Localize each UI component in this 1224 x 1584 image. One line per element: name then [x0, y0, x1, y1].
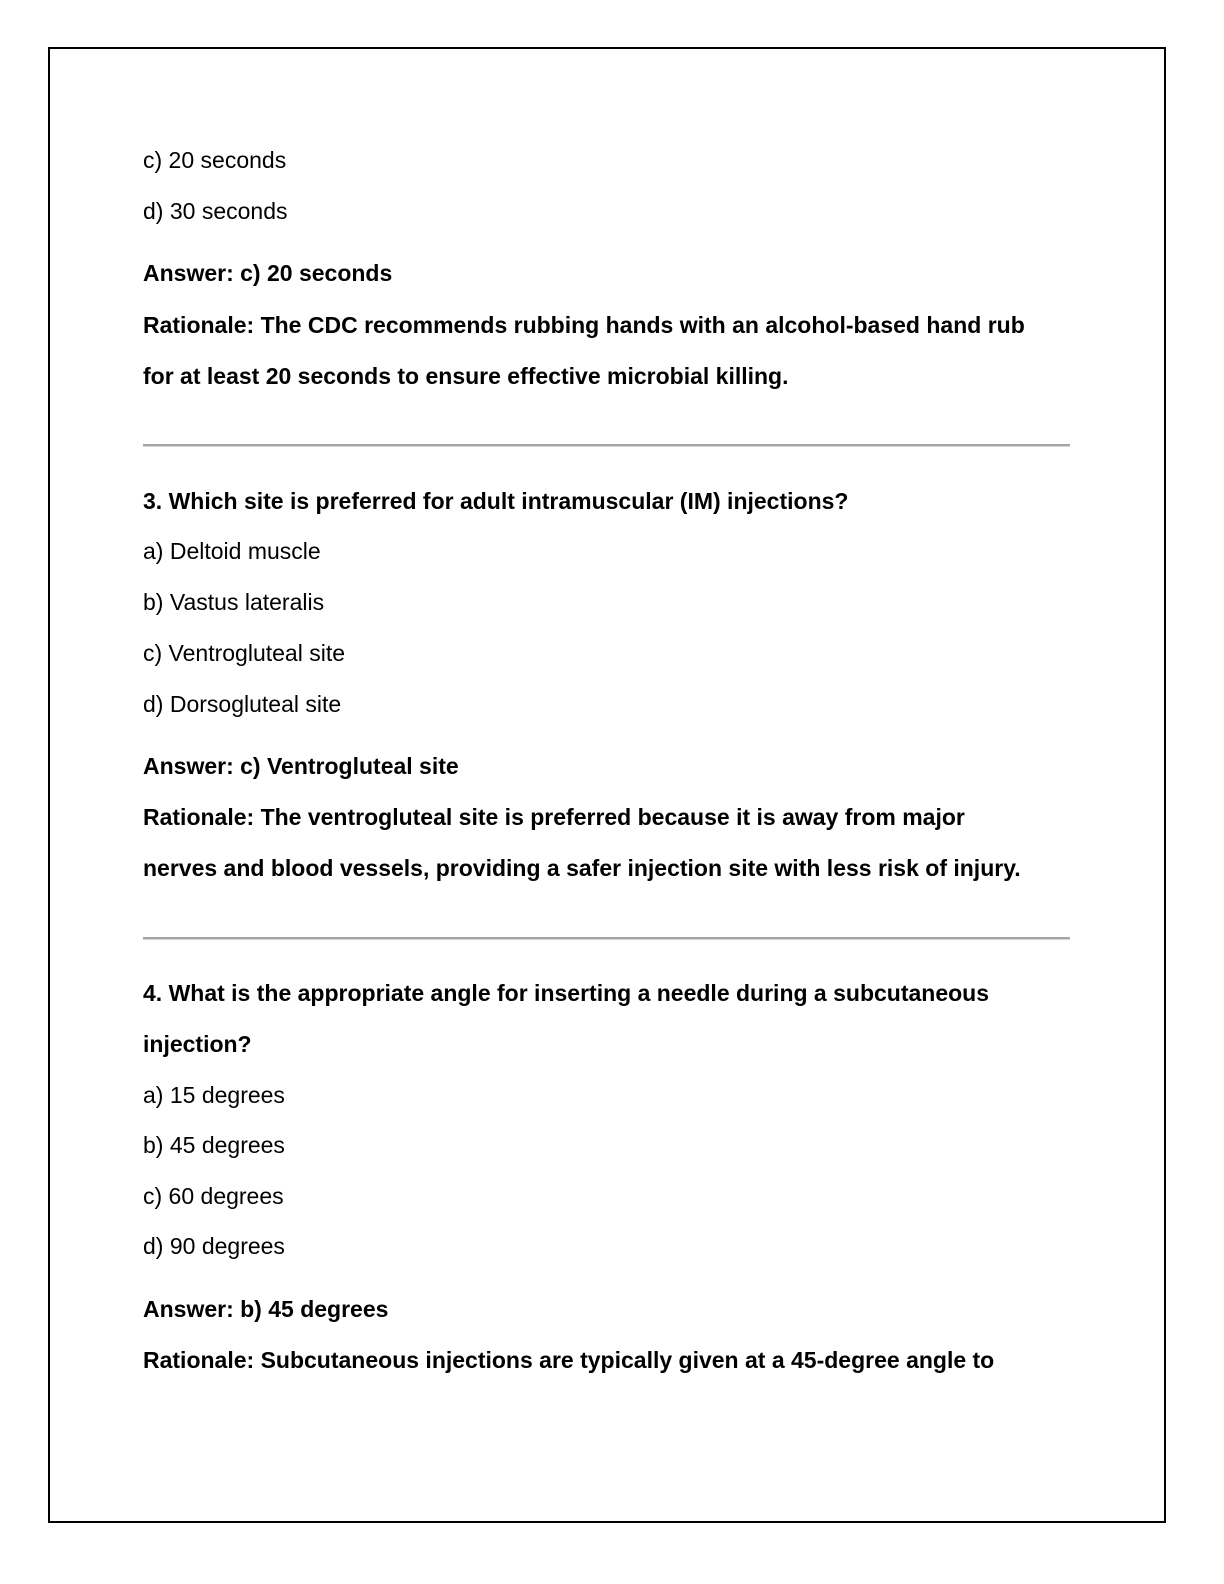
- q4-option-c: c) 60 degrees: [143, 1183, 284, 1209]
- q4-option-d: d) 90 degrees: [143, 1233, 285, 1259]
- q2-answer: Answer: c) 20 seconds: [143, 260, 393, 286]
- divider: [143, 937, 1070, 940]
- q3-option-c: c) Ventrogluteal site: [143, 640, 346, 666]
- q3-rationale-line-2: nerves and blood vessels, providing a safer injection site with less risk of injury.: [143, 855, 1021, 881]
- q4-option-b: b) 45 degrees: [143, 1132, 285, 1158]
- q2-rationale-line-2: for at least 20 seconds to ensure effective microbial killing.: [143, 363, 789, 389]
- q2-rationale-line-1: Rationale: The CDC recommends rubbing hands with an alcohol-based hand rub: [143, 312, 1025, 338]
- q3-rationale-line-1: Rationale: The ventrogluteal site is preferred because it is away from major: [143, 804, 965, 830]
- q3-option-a: a) Deltoid muscle: [143, 538, 321, 564]
- q4-question-line-1: 4. What is the appropriate angle for inserting a needle during a subcutaneous: [143, 980, 990, 1006]
- q4-rationale-line-1: Rationale: Subcutaneous injections are typically given at a 45-degree angle to: [143, 1347, 995, 1373]
- q3-question: 3. Which site is preferred for adult intramuscular (IM) injections?: [143, 488, 849, 514]
- q2-option-d: d) 30 seconds: [143, 198, 288, 224]
- q4-option-a: a) 15 degrees: [143, 1082, 285, 1108]
- q3-option-d: d) Dorsogluteal site: [143, 691, 342, 717]
- q3-option-b: b) Vastus lateralis: [143, 589, 325, 615]
- q3-answer: Answer: c) Ventrogluteal site: [143, 753, 459, 779]
- q4-question-line-2: injection?: [143, 1031, 252, 1057]
- divider: [143, 444, 1070, 447]
- q4-answer: Answer: b) 45 degrees: [143, 1296, 389, 1322]
- q2-option-c: c) 20 seconds: [143, 147, 287, 173]
